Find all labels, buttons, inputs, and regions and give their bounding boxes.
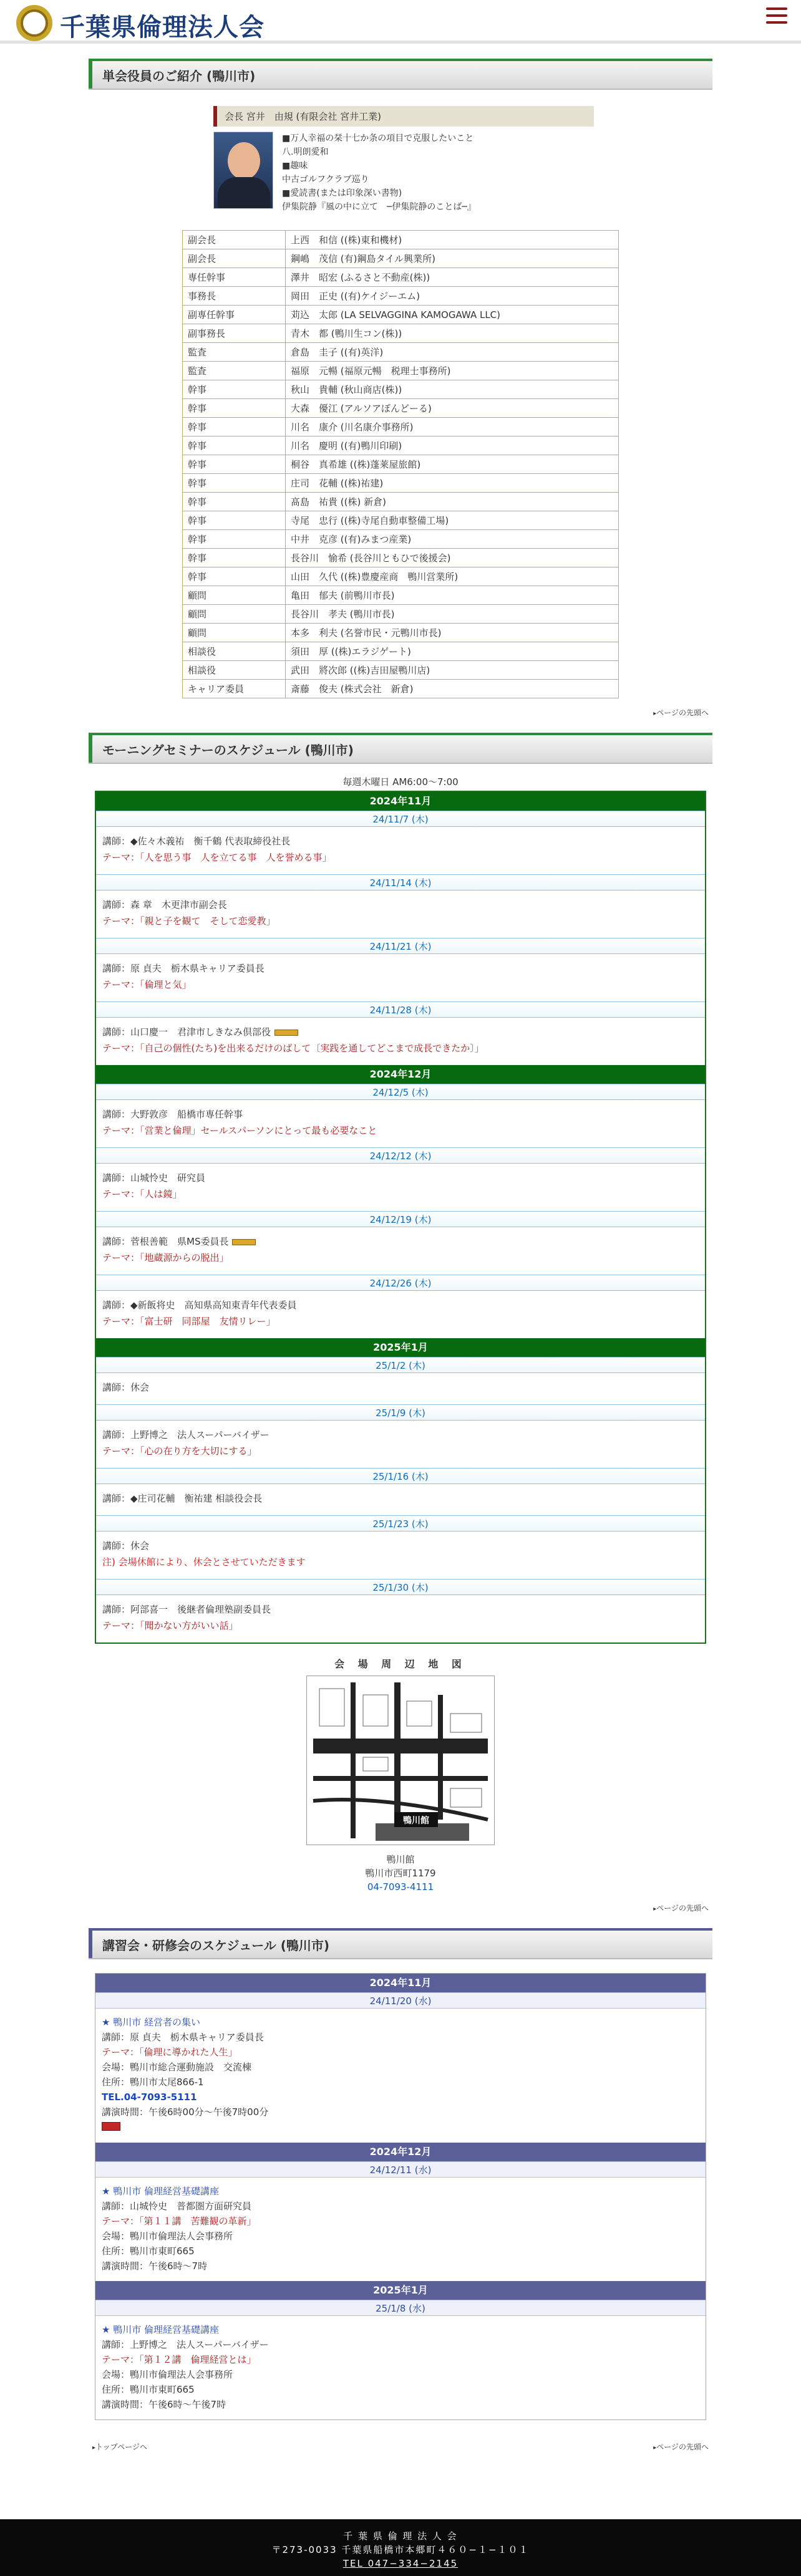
seminar-theme: テーマ：「親と子を観て そして恋愛教」 — [102, 915, 276, 927]
lecture-entry — [95, 2009, 706, 2143]
footer-address: 〒273-0033 千葉県船橋市本郷町４６０−１−１０１ — [271, 2544, 530, 2555]
logo-icon[interactable] — [16, 5, 52, 41]
seminar-speaker — [102, 897, 699, 913]
seminar-speaker-text: 講師：上野博之 法人スーパーバイザー — [102, 1429, 269, 1440]
seminar-speaker-text: 講師：休会 — [102, 1382, 150, 1393]
mail-icon[interactable] — [102, 2122, 120, 2131]
seminar-speaker — [102, 1170, 699, 1186]
seminar-speaker-text: 講師：休会 — [102, 1540, 150, 1551]
officer-row — [183, 287, 619, 306]
officer-role: キャリア委員 — [183, 680, 286, 698]
page-top-link[interactable]: ▸ ページの先頭へ — [653, 2441, 709, 2452]
officer-row — [183, 418, 619, 437]
president-card — [213, 106, 594, 214]
officer-role: 幹事 — [183, 549, 286, 567]
officer-row — [183, 362, 619, 380]
seminar-speaker-text: 講師：原 貞夫 栃木県キャリア委員長 — [102, 963, 265, 974]
seminar-speaker — [102, 1106, 699, 1122]
lecture-address: 住所：鴨川市東町665 — [102, 2384, 195, 2395]
site-header — [0, 0, 801, 44]
page-top-link[interactable]: ▸ ページの先頭へ — [89, 707, 712, 718]
lecture-date: 24/11/20 (水) — [95, 1992, 706, 2009]
seminar-speaker-text: 講師：◆佐々木義祐 衡千鶴 代表取締役社長 — [102, 836, 291, 847]
seminar-time-note: 毎週木曜日 AM6:00〜7:00 — [342, 776, 459, 788]
lecture-category[interactable]: ★ 鴨川市 倫理経営基礎講座 — [102, 2324, 219, 2335]
officer-name: 本多 利夫 (名誉市民・元鴨川市長) — [286, 624, 619, 642]
seminar-date: 24/12/5 (木) — [96, 1084, 705, 1100]
lecture-speaker: 講師：上野博之 法人スーパーバイザー — [102, 2339, 269, 2350]
officer-name: 山田 久代 ((株)豊慶産商 鴨川営業所) — [286, 567, 619, 586]
officer-name: 桐谷 真希雄 ((株)蓬莱屋旅館) — [286, 455, 619, 474]
seminar-date: 25/1/23 (木) — [96, 1515, 705, 1532]
seminar-speaker — [102, 833, 699, 849]
lecture-tel[interactable]: TEL.04-7093-5111 — [102, 2091, 197, 2103]
officer-name: 髙島 祐貴 ((株) 新倉) — [286, 493, 619, 511]
officer-name: 福原 元暢 (福原元暢 税理士事務所) — [286, 362, 619, 380]
seminar-speaker — [102, 1024, 699, 1040]
officer-row — [183, 642, 619, 661]
officer-role: 幹事 — [183, 474, 286, 493]
officer-role: 幹事 — [183, 530, 286, 549]
lecture-schedule — [95, 1973, 706, 2420]
lecture-entry — [95, 2316, 706, 2419]
officer-row — [183, 661, 619, 680]
lecture-month-header: 2025年1月 — [95, 2281, 706, 2300]
seminar-theme: テーマ：「富士研 同部屋 友情リレー」 — [102, 1316, 276, 1327]
seminar-speaker-text: 講師：阿部喜一 後継者倫理塾副委員長 — [102, 1604, 271, 1615]
seminar-entry — [96, 1100, 705, 1147]
officer-role: 監査 — [183, 343, 286, 362]
seminar-entry — [96, 827, 705, 874]
seminar-speaker — [102, 1297, 699, 1313]
officer-role: 顧問 — [183, 586, 286, 605]
page-top-link[interactable]: ▸ ページの先頭へ — [89, 1903, 712, 1913]
officer-row — [183, 624, 619, 642]
seminar-entry — [96, 1595, 705, 1643]
top-page-link[interactable]: ▸ トップページへ — [92, 2441, 147, 2452]
site-title[interactable]: 千葉県倫理法人会 — [60, 12, 265, 42]
seminar-theme: テーマ：「人は鏡」 — [102, 1189, 182, 1200]
seminar-entry — [96, 1484, 705, 1515]
officer-row — [183, 380, 619, 399]
officer-name: 苅込 太郎 (LA SELVAGGINA KAMOGAWA LLC) — [286, 306, 619, 324]
seminar-entry — [96, 1532, 705, 1579]
officer-role: 幹事 — [183, 399, 286, 418]
officer-role: 副専任幹事 — [183, 306, 286, 324]
month-header: 2024年11月 — [96, 792, 705, 811]
seminar-date: 24/11/28 (木) — [96, 1001, 705, 1018]
seminar-theme: テーマ：「営業と倫理」セールスパーソンにとって最も必要なこと — [102, 1125, 377, 1136]
seminar-speaker-text: 講師：大野敦彦 船橋市専任幹事 — [102, 1109, 243, 1120]
venue-address: 鴨川市西町1179 — [365, 1868, 436, 1879]
officer-name: 岡田 正史 ((有)ケイジーエム) — [286, 287, 619, 306]
officer-role: 副事務長 — [183, 324, 286, 343]
lecture-time: 講演時間：午後6時〜7時 — [102, 2260, 208, 2272]
seminar-theme: テーマ：「地蔵源からの脱出」 — [102, 1252, 229, 1263]
officer-row — [183, 586, 619, 605]
seminar-speaker — [102, 1233, 699, 1250]
seminar-date: 25/1/30 (木) — [96, 1579, 705, 1595]
seminar-speaker-text: 講師：山城怜史 研究員 — [102, 1172, 206, 1184]
officer-name: 澤井 昭宏 (ふるさと不動産(株)) — [286, 268, 619, 287]
new-badge-icon — [232, 1239, 256, 1245]
officer-row — [183, 343, 619, 362]
lecture-section-title: 講習会・研修会のスケジュール (鴨川市) — [89, 1928, 712, 1959]
month-header: 2025年1月 — [96, 1338, 705, 1357]
venue-info — [89, 1853, 712, 1894]
president-name-bar: 会長 宮井 由規 (有限会社 宮井工業) — [213, 106, 594, 127]
lecture-section — [89, 1928, 712, 2452]
president-profile — [273, 132, 476, 214]
officer-role: 幹事 — [183, 493, 286, 511]
officer-name: 倉島 圭子 ((有)英洋) — [286, 343, 619, 362]
lecture-venue: 会場：鴨川市倫理法人会事務所 — [102, 2369, 233, 2380]
officer-role: 幹事 — [183, 380, 286, 399]
seminar-theme: テーマ：「自己の個性(たち)を出来るだけのばして〔実践を通してどこまで成長できたか〕」 — [102, 1043, 484, 1054]
seminar-entry — [96, 1291, 705, 1338]
officer-row — [183, 324, 619, 343]
seminar-date: 24/12/19 (木) — [96, 1211, 705, 1227]
officer-name: 川名 康介 (川名康介事務所) — [286, 418, 619, 437]
lecture-venue: 会場：鴨川市総合運動施設 交流棟 — [102, 2062, 252, 2073]
seminar-section — [89, 733, 712, 1913]
seminar-date: 25/1/16 (木) — [96, 1468, 705, 1484]
lecture-category[interactable]: ★ 鴨川市 倫理経営基礎講座 — [102, 2186, 219, 2197]
lecture-theme: テーマ：「第１１講 苦難観の革新」 — [102, 2216, 256, 2227]
officer-role: 相談役 — [183, 642, 286, 661]
bottom-links — [89, 2441, 712, 2452]
officer-name: 大森 優江 (アルソアぼんどーる) — [286, 399, 619, 418]
seminar-entry — [96, 1018, 705, 1065]
seminar-note: 注) 会場休館により、休会とさせていただきます — [102, 1556, 306, 1568]
seminar-date: 24/12/12 (木) — [96, 1147, 705, 1164]
seminar-theme: テーマ：「心の在り方を大切にする」 — [102, 1445, 257, 1457]
officer-role: 専任幹事 — [183, 268, 286, 287]
lecture-speaker: 講師：山城怜史 普都圏方面研究員 — [102, 2201, 252, 2212]
lecture-month-header: 2024年11月 — [95, 1974, 706, 1992]
officer-role: 副会長 — [183, 231, 286, 249]
menu-icon[interactable] — [766, 7, 787, 26]
lecture-theme: テーマ：「第１２講 倫理経営とは」 — [102, 2354, 256, 2365]
new-badge-icon — [274, 1030, 298, 1036]
site-footer — [0, 2519, 801, 2576]
lecture-venue: 会場：鴨川市倫理法人会事務所 — [102, 2231, 233, 2242]
lecture-category[interactable]: ★ 鴨川市 経営者の集い — [102, 2017, 200, 2028]
venue-map — [306, 1676, 495, 1845]
officer-row — [183, 231, 619, 249]
seminar-entry — [96, 1421, 705, 1468]
seminar-date: 24/12/26 (木) — [96, 1275, 705, 1291]
lecture-address: 住所：鴨川市東町665 — [102, 2246, 195, 2257]
officer-row — [183, 530, 619, 549]
officer-role: 事務長 — [183, 287, 286, 306]
officer-role: 幹事 — [183, 455, 286, 474]
officer-row — [183, 268, 619, 287]
officer-row — [183, 680, 619, 698]
officer-name: 武田 將次郎 ((株)吉田屋鴨川店) — [286, 661, 619, 680]
president-profile-line: 中古ゴルフクラブ巡り — [282, 175, 369, 185]
seminar-entry — [96, 1164, 705, 1211]
lecture-month-header: 2024年12月 — [95, 2143, 706, 2161]
officer-name: 鋼嶋 茂信 (有)鋼島タイル興業所) — [286, 249, 619, 268]
footer-name: 千 葉 県 倫 理 法 人 会 — [343, 2530, 458, 2542]
officer-name: 須田 厚 ((株)エラジゲート) — [286, 642, 619, 661]
seminar-entry — [96, 1373, 705, 1404]
venue-name: 鴨川館 — [386, 1854, 415, 1865]
lecture-date: 25/1/8 (水) — [95, 2300, 706, 2316]
officer-row — [183, 605, 619, 624]
seminar-section-title: モーニングセミナーのスケジュール (鴨川市) — [89, 733, 712, 764]
president-profile-line: ■万人幸福の栞十七か条の項目で克服したいこと — [282, 133, 474, 143]
officer-name: 川名 慶明 ((有)鴨川印刷) — [286, 437, 619, 455]
lecture-theme: テーマ：「倫理に導かれた人生」 — [102, 2047, 238, 2058]
officer-name: 亀田 郁夫 (前鴨川市長) — [286, 586, 619, 605]
month-header: 2024年12月 — [96, 1065, 705, 1084]
president-photo — [213, 132, 273, 209]
seminar-speaker-text: 講師：森 章 木更津市副会長 — [102, 899, 227, 910]
officer-name: 中井 克彦 ((有)みまつ産業) — [286, 530, 619, 549]
seminar-speaker — [102, 1538, 699, 1554]
officer-name: 上西 和信 ((株)東和機材) — [286, 231, 619, 249]
officer-role: 幹事 — [183, 511, 286, 530]
seminar-speaker-text: 講師：菅根善範 県MS委員長 — [102, 1236, 229, 1247]
map-title: 会 場 周 辺 地 図 — [334, 1658, 467, 1670]
seminar-date: 25/1/2 (木) — [96, 1357, 705, 1373]
officer-row — [183, 474, 619, 493]
lecture-entry — [95, 2178, 706, 2281]
officer-row — [183, 549, 619, 567]
venue-map-graphic — [307, 1676, 494, 1845]
officer-row — [183, 567, 619, 586]
seminar-date: 24/11/21 (木) — [96, 938, 705, 954]
officer-name: 秋山 貴輔 (秋山商店(株)) — [286, 380, 619, 399]
officer-row — [183, 399, 619, 418]
seminar-schedule — [95, 791, 706, 1644]
officer-name: 庄司 花輔 ((株)祐建) — [286, 474, 619, 493]
seminar-speaker — [102, 1601, 699, 1618]
officer-name: 青木 都 (鴨川生コン(株)) — [286, 324, 619, 343]
seminar-speaker — [102, 960, 699, 977]
lecture-date: 24/12/11 (水) — [95, 2161, 706, 2178]
lecture-address: 住所：鴨川市太尾866-1 — [102, 2077, 204, 2088]
officer-role: 顧問 — [183, 624, 286, 642]
seminar-entry — [96, 890, 705, 938]
officer-row — [183, 249, 619, 268]
officer-role: 幹事 — [183, 437, 286, 455]
seminar-entry — [96, 1227, 705, 1275]
officer-role: 顧問 — [183, 605, 286, 624]
officer-row — [183, 437, 619, 455]
venue-tel[interactable]: 04-7093-4111 — [367, 1881, 434, 1893]
officer-row — [183, 455, 619, 474]
lecture-time: 講演時間：午後6時00分〜午後7時00分 — [102, 2106, 269, 2118]
officer-name: 長谷川 孝夫 (鴨川市長) — [286, 605, 619, 624]
officer-role: 監査 — [183, 362, 286, 380]
officer-row — [183, 493, 619, 511]
officers-section — [89, 59, 712, 718]
lecture-time: 講演時間：午後6時〜午後7時 — [102, 2399, 226, 2410]
president-profile-line: ■趣味 — [282, 161, 308, 171]
seminar-speaker — [102, 1490, 699, 1507]
seminar-speaker — [102, 1427, 699, 1443]
officer-name: 斎藤 俊夫 (株式会社 新倉) — [286, 680, 619, 698]
officer-table — [182, 230, 619, 698]
officer-name: 長谷川 愉希 (長谷川ともひで後援会) — [286, 549, 619, 567]
officer-row — [183, 511, 619, 530]
seminar-date: 24/11/14 (木) — [96, 874, 705, 890]
seminar-speaker-text: 講師：◆新飯将史 高知県高知東青年代表委員 — [102, 1300, 297, 1311]
president-profile-line: ■愛読書(または印象深い書物) — [282, 188, 402, 198]
officer-role: 相談役 — [183, 661, 286, 680]
seminar-entry — [96, 954, 705, 1001]
map-venue-label: 鴨川館 — [403, 1816, 429, 1826]
officer-name: 寺尾 忠行 ((株)寺尾自動車整備工場) — [286, 511, 619, 530]
officer-role: 副会長 — [183, 249, 286, 268]
seminar-speaker-text: 講師：◆庄司花輔 衡祐建 相談役会長 — [102, 1493, 263, 1504]
officer-row — [183, 306, 619, 324]
seminar-date: 24/11/7 (木) — [96, 811, 705, 827]
seminar-theme: テーマ：「倫理と気」 — [102, 979, 192, 990]
officer-role: 幹事 — [183, 567, 286, 586]
lecture-speaker: 講師：原 貞夫 栃木県キャリア委員長 — [102, 2032, 264, 2043]
seminar-theme: テーマ：「人を思う事 人を立てる事 人を誉める事」 — [102, 852, 332, 863]
officers-section-title: 単会役員のご紹介 (鴨川市) — [89, 59, 712, 90]
seminar-theme: テーマ：「聞かない方がいい話」 — [102, 1620, 238, 1631]
president-profile-line: 八.明朗愛和 — [282, 147, 329, 157]
officer-role: 幹事 — [183, 418, 286, 437]
seminar-speaker — [102, 1379, 699, 1396]
footer-tel[interactable]: TEL 047−334−2145 — [342, 2558, 459, 2569]
seminar-speaker-text: 講師：山口慶一 君津市しきなみ倶部役 — [102, 1026, 271, 1038]
president-profile-line: 伊集院静『風の中に立て ─伊集院静のことば─』 — [282, 202, 476, 212]
seminar-date: 25/1/9 (木) — [96, 1404, 705, 1421]
